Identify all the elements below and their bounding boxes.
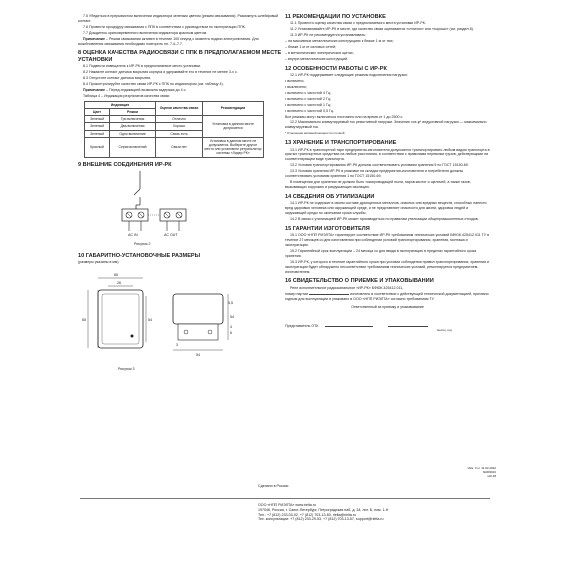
- dim-label: 6: [230, 331, 232, 336]
- cell-mode: Серия включений: [110, 137, 156, 157]
- section-15-heading: 15 ГАРАНТИИ ИЗГОТОВИТЕЛЯ: [285, 225, 370, 232]
- certificate-text: изготовлено в соответствии с действующей технической документацией, признано годным для эксплуатации и упаковано в ООО «НПП РИЭЛТА» согласно требованиям ТУ.: [285, 291, 489, 301]
- th-color: Цвет: [85, 108, 110, 115]
- paragraph-8-3: 8.3 Отпустите контакт датчика вскрытия.: [83, 76, 152, 81]
- paragraph-12-2: 12.2 Максимально коммутируемый ток резистивной нагрузки. Значение cos φ* индуктивной нагрузки — максимально коммутируемый ток.: [285, 120, 487, 130]
- cell-recommendation: Установка в данном месте допускается: [203, 116, 264, 138]
- company-line: ООО «НПП РИЭЛТА» www.rielta.ru: [258, 503, 316, 507]
- cell-color: Зеленый: [85, 130, 110, 137]
- list-item: • включено с частотой 0,5 Гц.: [285, 108, 334, 113]
- ac-in-terminal: [122, 209, 148, 221]
- paragraph-13-3: 13.3 Условия хранения ИР-РК в упаковке на складах предприятия-изготовителя и потребителя должны соответствовать условиям хранения 1 по ГОСТ 15150-69.: [285, 169, 464, 179]
- batch-number-label: номер партии: [285, 291, 308, 296]
- ac-out-label: AC OUT: [164, 232, 178, 237]
- edition-label: Изм. 3 от 11.02.2022: [467, 466, 496, 470]
- date-caption: месяц, год: [437, 328, 452, 333]
- paragraph-13-2: 13.2 Условия транспортирования ИР-РК должны соответствовать условиям хранения 5 по ГОСТ 15150-69.: [290, 163, 469, 168]
- wiring-diagram: [78, 169, 283, 249]
- otk-signature-field[interactable]: [325, 326, 373, 327]
- cell-quality: Хорошо: [156, 123, 203, 130]
- address-line: 197046, Россия, г. Санкт-Петербург, Петроградская наб, д. 34, лит. Б, пом. 1-Н: [258, 507, 389, 512]
- th-mode: Режим: [110, 108, 156, 115]
- company-footer: [258, 503, 388, 522]
- made-in-russia: Сделано в России: [258, 484, 289, 488]
- cell-recommendation: Установка в данном месте не допускается. Выберите другое место или установите ретранслятор системы «Лидер РК»: [204, 138, 262, 156]
- section-12-heading: 12 ОСОБЕННОСТИ РАБОТЫ С ИР-РК: [285, 65, 387, 72]
- paragraph-7-7: 7.7 Дождитесь кратковременного включения индикатора красным цветом.: [83, 30, 208, 35]
- paragraph-13-4: В помещении для хранения не должно быть токопроводящей пыли, паров кислот и щелочей, а также газов, вызывающих коррозию и разрушающих изоляцию.: [285, 179, 471, 189]
- dim-label: 4: [230, 325, 232, 330]
- cell-color: Красный: [85, 137, 110, 157]
- paragraph-11-2: 11.2 Устанавливайте ИР-РК в месте, где качество связи оценивается «отлично» или «хорошо» (см. раздел 8).: [290, 27, 474, 32]
- cell-mode: Три включения: [110, 116, 156, 123]
- cell-quality: Отлично: [156, 116, 203, 123]
- th-quality: Оценка качества связи: [156, 101, 203, 115]
- dimensions-drawing: [78, 266, 283, 376]
- note-binding: [78, 37, 283, 47]
- phone-line: Тел.: +7 (812) 233-03-02, +7 (812) 703-13-60, rielta@rielta.ru: [258, 512, 357, 517]
- table-row: [85, 116, 264, 123]
- th-recommendations: Рекомендации: [203, 101, 264, 115]
- footer-divider: [80, 498, 490, 499]
- led-indicator-icon: [131, 335, 134, 338]
- paragraph-15-3: 15.3 ИР-РК, у которого в течение гарантийного срока при условии соблюдения правил транспортирования, хранения и эксплуатации будет обнаружено несоответствие требованиям технических условий, ремонтируется предприятием-изготовителем.: [285, 259, 490, 274]
- section-10-heading: 10 ГАБАРИТНО-УСТАНОВОЧНЫЕ РАЗМЕРЫ: [78, 252, 201, 259]
- figure-3: [78, 266, 283, 376]
- list-item: • выключено;: [285, 84, 307, 89]
- paragraph-7-6: 7.6 Провести процедуру связывания с ППК в соответствии с руководством по эксплуатации ППК.: [83, 24, 246, 29]
- note-text: – Режим связывания активен в течение 100 секунд с момента подачи электропитания. Для возобновления связывания необходимо повторить пп. 7.4–7.7.: [78, 36, 259, 46]
- dim-label: 54: [230, 315, 234, 320]
- dim-label: 65: [114, 273, 118, 278]
- section-10-subtitle: (размеры указаны в мм): [78, 260, 119, 265]
- paragraph-7-5: 7.5 Убедиться в прерывистом включении индикатора зеленым цветом (режим связывания). Разомкнуть шлейфовый контакт.: [78, 14, 279, 23]
- note-text: – Перед индикацией возможна задержка до 4 с.: [105, 87, 187, 92]
- list-item: • включено с частотой 1 Гц;: [285, 102, 331, 107]
- cell-mode: Два включения: [110, 123, 156, 130]
- cell-color: Зеленый: [85, 123, 110, 130]
- paragraph-12-modes: Все режимы могут включаться постоянно или на время от 1 до 2500 с.: [285, 114, 404, 119]
- paragraph-8-4: 8.4 Проконтролируйте качество связи ИР-РК с ППК по индикатором (см. таблицу 4).: [83, 81, 224, 86]
- table-row: [85, 137, 264, 157]
- dim-label: 5,5: [228, 301, 233, 306]
- list-item: • включено;: [285, 79, 305, 84]
- dim-label: 65: [82, 318, 86, 323]
- figure-2-caption: Рисунок 2: [134, 241, 151, 246]
- section-11-heading: 11 РЕКОМЕНДАЦИИ ПО УСТАНОВКЕ: [285, 14, 386, 20]
- figure-2: [78, 169, 283, 249]
- th-indication: Индикация: [85, 101, 156, 108]
- list-item: – в металлических электрических щитах;: [285, 50, 354, 55]
- paragraph-14-2: 14.2 В связи с утилизацией ИР-РК может производиться по правилам утилизации общепромышленных отходов.: [290, 216, 479, 221]
- section-14-heading: 14 СВЕДЕНИЯ ОБ УТИЛИЗАЦИИ: [285, 193, 375, 200]
- list-item: – внутри металлических конструкций.: [285, 56, 348, 61]
- indication-table: [84, 101, 264, 158]
- dim-label: 26: [117, 281, 121, 286]
- paragraph-8-1: 8.1 Подвести извещатель к ИР-РК в предполагаемое место установки.: [83, 64, 202, 69]
- section-9-heading: 9 ВНЕШНИЕ СОЕДИНЕНИЯ ИР-РК: [78, 161, 172, 168]
- note-delay: [78, 88, 283, 93]
- document-number: №009010: [482, 470, 496, 474]
- paragraph-12-1: 12.1 ИР-РК поддерживает следующие режимы подключения нагрузки:: [290, 73, 408, 78]
- support-line: Тех. консультации: +7 (812) 233-29-53, +7 (812) 703-13-57, support@rielta.ru: [258, 517, 384, 522]
- paragraph-14-1: 14.1 ИР-РК не содержит в своем составе драгоценных металлов, опасных или вредных веществ, способных нанести вред здоровью человека или окружающей среде, и не представляет опасности для жизни, здоровья людей и окружающей среды по окончании срока службы.: [285, 201, 487, 215]
- side-view: [173, 294, 234, 357]
- ac-in-label: AC IN: [128, 232, 138, 237]
- note-label: Примечание: [83, 36, 106, 41]
- date-field[interactable]: [388, 326, 428, 327]
- section-13-heading: 13 ХРАНЕНИЕ И ТРАНСПОРТИРОВАНИЕ: [285, 140, 397, 147]
- figure-3-caption: Рисунок 3: [118, 367, 135, 372]
- list-item: – на массивных металлических конструкциях к ближе 1 м от них;: [285, 39, 394, 44]
- paragraph-11-3: 11.3 ИР-РК не рекомендуется устанавливать:: [290, 33, 366, 38]
- section-8-heading: 8 ОЦЕНКА КАЧЕСТВА РАДИОСВЯЗИ С ППК В ПРЕДПОЛАГАЕМОМ МЕСТЕ УСТАНОВКИ: [78, 50, 282, 63]
- cell-quality: Связь есть: [156, 130, 203, 137]
- dim-label: 54: [148, 318, 152, 323]
- front-view: [82, 273, 152, 348]
- left-column: [78, 14, 283, 376]
- edition-info: [430, 466, 496, 478]
- responsible-label: Ответственный за приемку и упаковывание: [351, 304, 424, 309]
- paragraph-15-1: 15.1 ООО «НПП РИЭЛТА» гарантирует соответствие ИР-РК требованиям технических условий БФЮК.425412.011 ТУ в течение 27 месяцев со дня изготовления при соблюдении условий транспортирования, хранения, монтажа и эксплуатации.: [285, 233, 490, 248]
- section-16-heading: 16 СВИДЕТЕЛЬСТВО О ПРИЕМКЕ И УПАКОВЫВАНИИ: [285, 278, 434, 285]
- cell-quality: Связи нет: [156, 137, 203, 157]
- dim-label: 54: [196, 353, 200, 358]
- list-item: – ближе 1 м от силовых сетей;: [285, 45, 336, 50]
- paragraph-13-1: 13.1 ИР-РК в транспортной таре предприятия-изготовителя допускается транспортировать любым видом транспорта в крытых транспортных средствах на любые расстояния, в соответствии с правилами перевозки грузов, действующими на соответствующем виде транспорта.: [285, 147, 490, 162]
- otk-label: Представитель ОТК: [285, 323, 319, 328]
- document-code: з10.48: [487, 474, 496, 478]
- cell-mode: Одно включение: [110, 130, 156, 137]
- right-column: [285, 14, 490, 333]
- paragraph-16-1: Реле исполнительное радиоканальное «ИР-РК» БФЮК.425412.011,: [290, 285, 404, 290]
- list-item: • включено с частотой 4 Гц;: [285, 90, 331, 95]
- batch-number-field[interactable]: [309, 294, 349, 295]
- footnote: * Отношение активной мощности к полной: [285, 131, 345, 136]
- paragraph-11-1: 11.1 Провести оценку качества связи с предполагаемого места установки ИР-РК.: [290, 21, 426, 26]
- paragraph-15-2: 15.2 Гарантийный срок эксплуатации – 24 месяца со дня ввода в эксплуатацию в пределах гарантийного срока хранения.: [285, 248, 477, 258]
- paragraph-8-2: 8.2 Нажмите контакт датчика вскрытия корпуса и удерживайте его в течение не менее 3-х с.: [83, 70, 238, 75]
- ac-out-terminal: [160, 209, 186, 221]
- note-label: Примечание: [83, 87, 106, 92]
- dim-label: 3: [176, 343, 178, 348]
- list-item: • включено с частотой 2 Гц;: [285, 96, 331, 101]
- table-caption: Таблица 4 – Индикация результатов качества связи: [83, 93, 170, 98]
- cell-color: Зеленый: [85, 116, 110, 123]
- paragraph-16-2: [285, 292, 490, 302]
